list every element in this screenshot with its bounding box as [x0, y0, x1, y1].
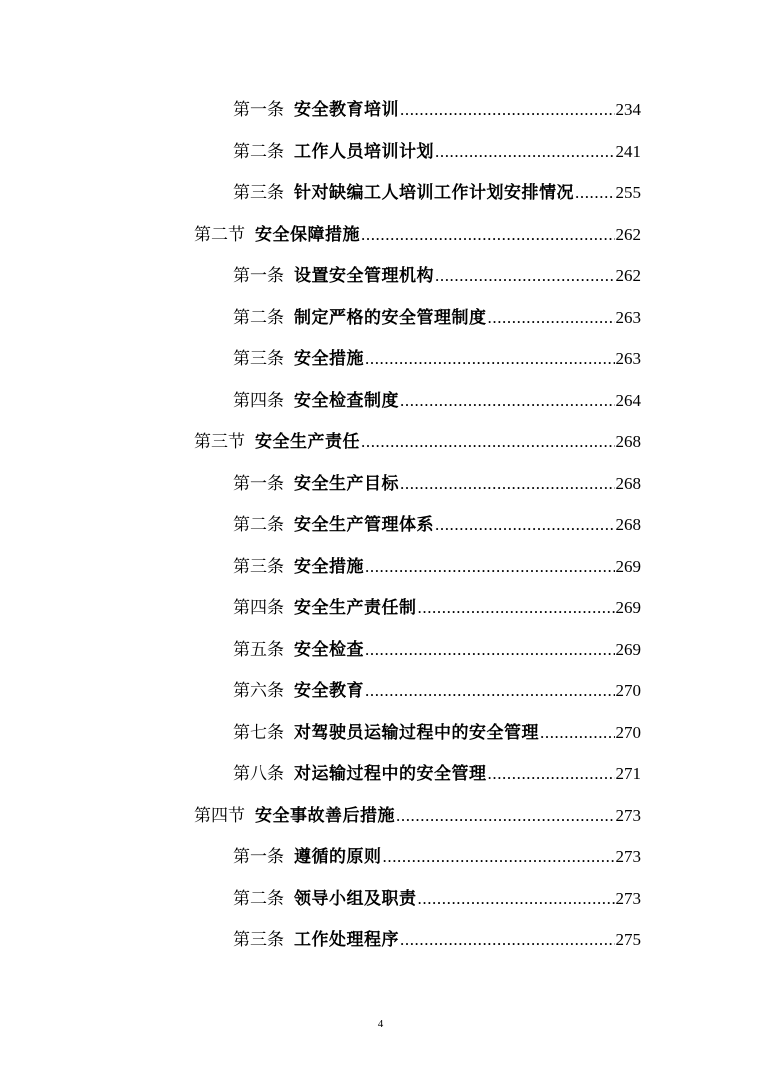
dot-leader [361, 214, 615, 256]
toc-entry[interactable] [0, 919, 761, 961]
toc-entry[interactable] [0, 670, 761, 712]
toc-entry-page: 270 [615, 722, 641, 742]
toc-section-entry[interactable] [0, 214, 761, 256]
toc-entry[interactable] [0, 338, 761, 380]
toc-entry[interactable] [0, 89, 761, 131]
toc-entry[interactable] [0, 836, 761, 878]
toc-entry-number: 第一条 [233, 100, 284, 120]
toc-section-title: 安全事故善后措施 [255, 805, 395, 826]
toc-entry[interactable] [0, 131, 761, 173]
toc-entry-page: 241 [615, 141, 641, 161]
toc-entry-title: 对运输过程中的安全管理 [294, 764, 487, 784]
toc-entry-number: 第八条 [233, 764, 284, 784]
toc-entry-title: 安全生产责任制 [294, 598, 417, 618]
toc-entry-page: 269 [615, 556, 641, 576]
toc-entry[interactable] [0, 255, 761, 297]
toc-entry-title: 安全教育 [294, 681, 364, 701]
toc-entry-number: 第四条 [233, 598, 284, 618]
toc-entry[interactable] [0, 878, 761, 920]
dot-leader [365, 670, 615, 712]
toc-entry-title: 安全教育培训 [294, 100, 399, 120]
toc-section-page: 273 [615, 805, 641, 825]
toc-entry-number: 第七条 [233, 722, 284, 743]
toc-section-entry[interactable] [0, 421, 761, 463]
toc-entry-page: 275 [615, 930, 641, 949]
dot-leader [435, 255, 615, 297]
toc-entry[interactable] [0, 380, 761, 422]
dot-leader [365, 546, 615, 588]
toc-section-number: 第四节 [194, 805, 245, 826]
toc-entry-title: 安全措施 [294, 556, 364, 577]
toc-entry-number: 第三条 [233, 930, 284, 950]
toc-entry-number: 第一条 [233, 473, 284, 494]
toc-entry-title: 对驾驶员运输过程中的安全管理 [294, 722, 539, 743]
toc-entry[interactable] [0, 463, 761, 505]
toc-entry-number: 第二条 [233, 888, 284, 909]
dot-leader [418, 587, 615, 629]
dot-leader [575, 172, 615, 214]
dot-leader [435, 504, 615, 546]
dot-leader [383, 836, 615, 878]
toc-entry-number: 第五条 [233, 639, 284, 660]
toc-entry-page: 263 [615, 307, 641, 327]
toc-section-page: 262 [615, 224, 641, 244]
toc-entry-title: 安全检查 [294, 639, 364, 660]
toc-entry[interactable] [0, 172, 761, 214]
dot-leader [365, 629, 615, 671]
toc-section-page: 268 [615, 432, 641, 451]
toc-entry[interactable] [0, 504, 761, 546]
toc-entry[interactable] [0, 753, 761, 795]
toc-section-title: 安全保障措施 [255, 224, 360, 245]
toc-entry-number: 第二条 [233, 141, 284, 162]
toc-entry-number: 第三条 [233, 556, 284, 577]
toc-entry-page: 234 [615, 100, 641, 119]
dot-leader [488, 297, 615, 339]
toc-entry-number: 第三条 [233, 183, 284, 203]
dot-leader [400, 463, 615, 505]
toc-entry-page: 255 [615, 183, 641, 202]
dot-leader [435, 131, 615, 173]
page-number: 4 [377, 1018, 384, 1030]
toc-entry-page: 263 [615, 349, 641, 368]
toc-entry-title: 遵循的原则 [294, 847, 382, 867]
dot-leader [400, 380, 615, 422]
toc-entry-page: 271 [615, 764, 641, 783]
toc-entry-page: 269 [615, 639, 641, 659]
toc-section-number: 第三节 [194, 432, 245, 452]
toc-entry-number: 第一条 [233, 847, 284, 867]
dot-leader [365, 338, 615, 380]
dot-leader [396, 795, 615, 837]
toc-entry[interactable] [0, 587, 761, 629]
dot-leader [400, 919, 615, 961]
toc-entry-page: 270 [615, 681, 641, 700]
toc-entry-title: 安全生产目标 [294, 473, 399, 494]
toc-entry[interactable] [0, 546, 761, 588]
toc-entry-title: 工作人员培训计划 [294, 141, 434, 162]
toc-entry[interactable] [0, 297, 761, 339]
dot-leader [418, 878, 615, 920]
dot-leader [400, 89, 615, 131]
dot-leader [488, 753, 615, 795]
toc-entry-page: 264 [615, 390, 641, 410]
toc-entry-page: 269 [615, 598, 641, 617]
toc-entry-number: 第三条 [233, 349, 284, 369]
toc-entry-page: 262 [615, 266, 641, 285]
toc-entry-number: 第二条 [233, 515, 284, 535]
toc-entry-title: 领导小组及职责 [294, 888, 417, 909]
toc-entry-title: 安全检查制度 [294, 390, 399, 411]
toc-entry-title: 制定严格的安全管理制度 [294, 307, 487, 328]
table-of-contents [0, 89, 761, 961]
toc-entry-title: 设置安全管理机构 [294, 266, 434, 286]
toc-entry-page: 268 [615, 515, 641, 534]
toc-section-entry[interactable] [0, 795, 761, 837]
dot-leader [540, 712, 615, 754]
toc-entry-number: 第六条 [233, 681, 284, 701]
toc-entry[interactable] [0, 629, 761, 671]
toc-section-title: 安全生产责任 [255, 432, 360, 452]
toc-entry[interactable] [0, 712, 761, 754]
toc-entry-number: 第四条 [233, 390, 284, 411]
toc-section-number: 第二节 [194, 224, 245, 245]
toc-entry-number: 第二条 [233, 307, 284, 328]
toc-entry-title: 安全措施 [294, 349, 364, 369]
toc-entry-page: 268 [615, 473, 641, 493]
toc-entry-number: 第一条 [233, 266, 284, 286]
toc-entry-page: 273 [615, 847, 641, 866]
toc-entry-title: 针对缺编工人培训工作计划安排情况 [294, 183, 574, 203]
toc-entry-title: 工作处理程序 [294, 930, 399, 950]
toc-entry-page: 273 [615, 888, 641, 908]
dot-leader [361, 421, 615, 463]
toc-entry-title: 安全生产管理体系 [294, 515, 434, 535]
